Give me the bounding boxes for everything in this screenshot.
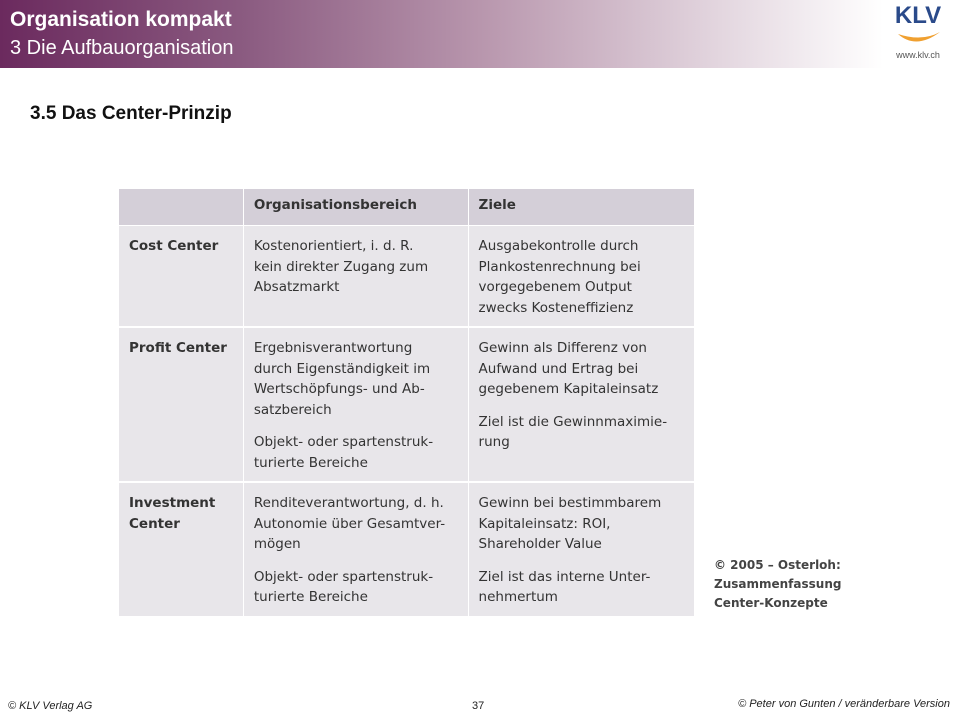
section-title: 3.5 Das Center-Prinzip: [30, 103, 232, 124]
caption-line: Center-Konzepte: [714, 596, 828, 610]
paragraph-gap: [479, 555, 684, 567]
cell-line: Gewinn als Differenz von: [478, 340, 647, 356]
cell-line: Ziel ist die Gewinnmaximie-: [478, 413, 668, 430]
cell-line: Shareholder Value: [478, 536, 602, 552]
figure-caption: [714, 556, 841, 613]
cell-line: Aufwand und Ertrag bei: [478, 360, 639, 377]
paragraph-gap: [254, 555, 458, 567]
cell-line: Objekt- oder spartenstruk-: [253, 568, 434, 585]
cell-line: Kapitaleinsatz: ROI,: [478, 515, 611, 532]
row-label-text: Investment: [129, 495, 216, 511]
page-number: 37: [472, 700, 485, 712]
bereich-cell: [243, 226, 468, 328]
paragraph-gap: [254, 420, 458, 432]
cell-line: nehmertum: [478, 589, 558, 605]
logo-url: www.klv.ch: [896, 50, 940, 60]
table-header-row: [119, 189, 695, 226]
ziele-cell: [468, 482, 694, 616]
ziele-cell: [468, 226, 694, 328]
logo-text: KLV: [894, 2, 942, 29]
bereich-cell: [243, 327, 468, 482]
cell-line: Wertschöpfungs- und Ab-: [253, 381, 425, 397]
table-header-cell: [119, 189, 244, 226]
row-label-text: Profit Center: [129, 340, 227, 356]
cell-line: satzbereich: [253, 401, 332, 418]
row-label: [119, 226, 244, 328]
table-row: [119, 327, 695, 482]
cell-line: Objekt- oder spartenstruk-: [253, 434, 434, 450]
table-header-cell: Organisationsbereich: [243, 189, 468, 226]
cell-line: Plankostenrechnung bei: [478, 258, 641, 275]
paragraph-gap: [479, 400, 684, 412]
bereich-cell: [243, 482, 468, 616]
cell-line: durch Eigenständigkeit im: [253, 360, 431, 377]
table-row: [119, 482, 695, 616]
cell-line: turierte Bereiche: [253, 454, 368, 471]
caption-line: © 2005 – Osterloh:: [714, 558, 841, 572]
row-label-text: Cost Center: [129, 238, 219, 254]
cell-line: mögen: [253, 536, 301, 552]
cell-line: Absatzmarkt: [253, 279, 340, 295]
page-header-title: Organisation kompakt: [10, 8, 232, 31]
cell-line: zwecks Kosteneffizienz: [478, 299, 634, 316]
page-header-subtitle: 3 Die Aufbauorganisation: [10, 37, 234, 59]
footer-copyright: © KLV Verlag AG: [8, 700, 93, 712]
cell-line: vorgegebenem Output: [478, 279, 632, 295]
cell-line: rung: [478, 434, 510, 450]
table-row: [119, 226, 695, 328]
cell-line: turierte Bereiche: [253, 589, 368, 605]
klv-logo-icon: [882, 2, 954, 64]
cell-line: Ergebnisverantwortung: [253, 340, 413, 356]
cell-line: Renditeverantwortung, d. h.: [253, 495, 444, 511]
footer-author: © Peter von Gunten / veränderbare Version: [738, 698, 950, 710]
logo-swoosh-icon: [896, 30, 942, 48]
table-header-cell: Ziele: [468, 189, 694, 226]
cell-line: Kostenorientiert, i. d. R.: [253, 238, 414, 254]
cell-line: Gewinn bei bestimmbarem: [478, 495, 662, 511]
caption-line: Zusammenfassung: [714, 577, 842, 591]
row-label: [119, 482, 244, 616]
cell-line: kein direkter Zugang zum: [253, 258, 429, 275]
center-table: [118, 188, 695, 617]
row-label-text: Center: [129, 515, 180, 532]
cell-line: Ausgabekontrolle durch: [478, 238, 639, 254]
cell-line: gegebenem Kapitaleinsatz: [478, 381, 659, 397]
ziele-cell: [468, 327, 694, 482]
cell-line: Autonomie über Gesamtver-: [253, 515, 446, 532]
row-label: [119, 327, 244, 482]
cell-line: Ziel ist das interne Unter-: [478, 568, 651, 585]
